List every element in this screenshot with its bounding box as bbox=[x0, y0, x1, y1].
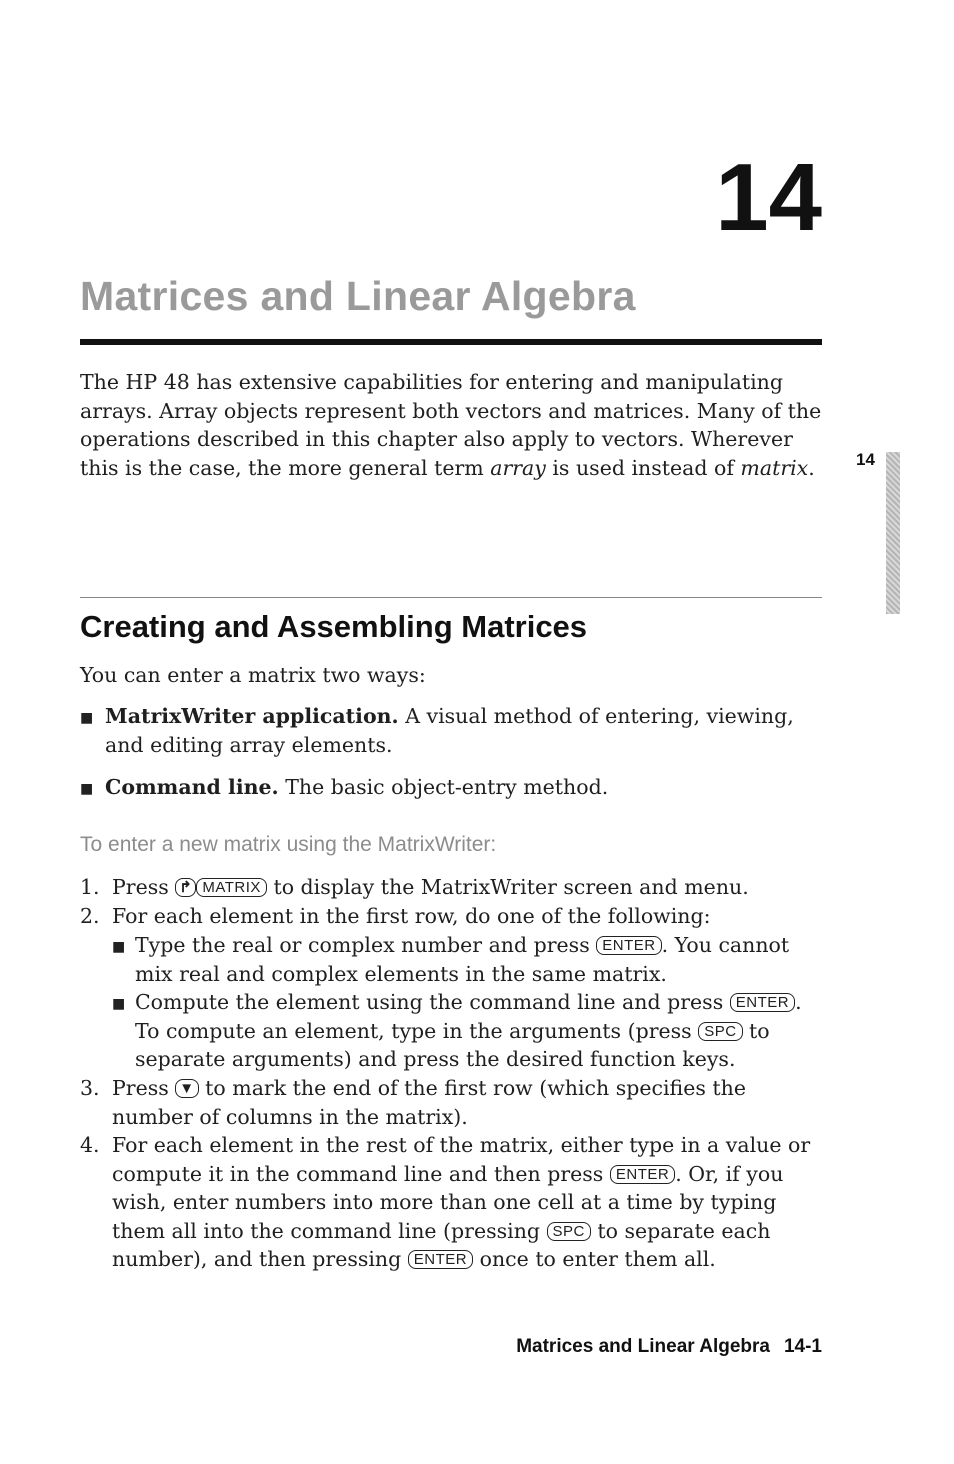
step-2-option-compute: Compute the element using the command line and press ENTER . To compute an element, type in the arguments (press SPC to separate arguments) and press the desired function keys. bbox=[135, 990, 802, 1072]
term-array: array bbox=[490, 455, 546, 480]
matrix-key: MATRIX bbox=[196, 878, 267, 897]
chapter-number: 14 bbox=[715, 144, 822, 251]
thumb-tab-number: 14 bbox=[856, 450, 875, 469]
bullet-square-icon: ■ bbox=[80, 710, 94, 726]
bullet-square-icon: ■ bbox=[112, 939, 126, 955]
term-matrix: matrix bbox=[740, 455, 809, 480]
right-shift-key-icon: ↱ bbox=[175, 878, 196, 897]
step-number: 1. bbox=[80, 875, 100, 899]
section-rule bbox=[80, 597, 822, 598]
section-lead: You can enter a matrix two ways: bbox=[80, 663, 426, 687]
section-title: Creating and Assembling Matrices bbox=[80, 609, 588, 644]
footer-title: Matrices and Linear Algebra bbox=[516, 1336, 770, 1357]
bullet-square-icon: ■ bbox=[112, 996, 126, 1012]
step-number: 4. bbox=[80, 1133, 100, 1157]
chapter-title-rule bbox=[80, 339, 822, 345]
page-number: 14-1 bbox=[783, 1336, 822, 1357]
step-3: Press ▼ to mark the end of the first row (which specifies the number of columns in the matrix). bbox=[112, 1076, 746, 1129]
list-item-matrixwriter: MatrixWriter application. A visual method of entering, viewing, and editing array elements. bbox=[105, 704, 794, 757]
enter-key: ENTER bbox=[730, 993, 795, 1012]
bullet-square-icon: ■ bbox=[80, 781, 94, 797]
step-number: 2. bbox=[80, 904, 100, 928]
page-footer bbox=[480, 1336, 822, 1358]
enter-key: ENTER bbox=[596, 936, 661, 955]
step-1: Press ↱ MATRIX to display the MatrixWriter screen and menu. bbox=[112, 875, 749, 899]
enter-key: ENTER bbox=[610, 1165, 675, 1184]
step-number: 3. bbox=[80, 1076, 100, 1100]
spc-key: SPC bbox=[547, 1222, 591, 1241]
procedure-heading: To enter a new matrix using the MatrixWriter: bbox=[80, 833, 497, 856]
spc-key: SPC bbox=[698, 1022, 742, 1041]
step-2-option-type: Type the real or complex number and press ENTER . You cannot mix real and complex elements in the same matrix. bbox=[135, 933, 790, 986]
down-arrow-key-icon: ▼ bbox=[175, 1079, 198, 1098]
thumb-tab-marker bbox=[886, 452, 900, 614]
step-2: For each element in the first row, do one of the following: bbox=[112, 904, 711, 928]
step-4: For each element in the rest of the matrix, either type in a value or compute it in the command line and then press ENTER . Or, if you wish, enter numbers into more than one cell at a time by typing them all into the command line (pressing SPC to separate each number), and then pressing ENTER once to enter them all. bbox=[112, 1133, 811, 1272]
intro-paragraph: The HP 48 has extensive capabilities for entering and manipulating arrays. Array objects represent both vectors and matrices. Many of the operations described in this chapter also apply to vectors. Wherever this is the case, the more general term array is used instead of matrix. bbox=[80, 370, 822, 480]
chapter-title: Matrices and Linear Algebra bbox=[80, 273, 636, 319]
enter-key: ENTER bbox=[408, 1250, 473, 1269]
list-item-command-line: Command line. The basic object-entry method. bbox=[105, 775, 609, 799]
